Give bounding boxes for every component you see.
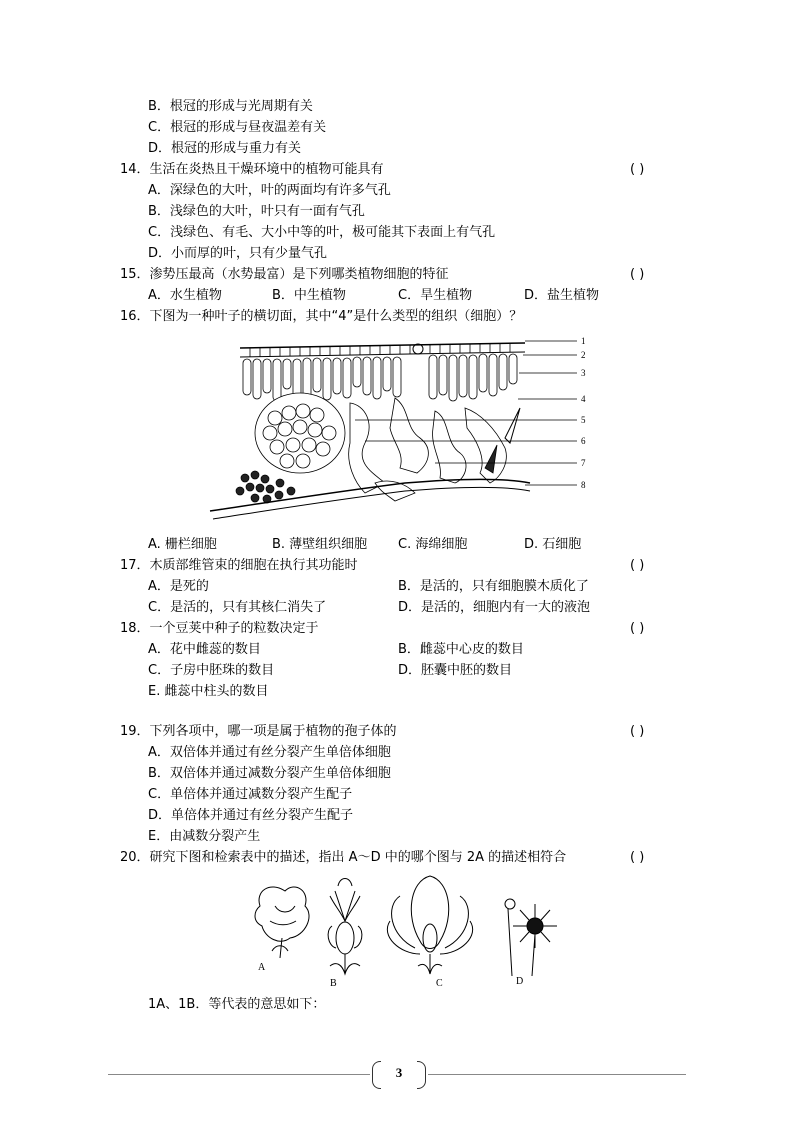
q18-option-c: C．子房中胚珠的数目 <box>148 663 275 678</box>
page-number-box <box>372 1061 426 1087</box>
leaf-label-4: 4 <box>581 394 586 404</box>
q19-option-b: B．双倍体并通过减数分裂产生单倍体细胞 <box>148 766 391 781</box>
q14-option-b: B．浅绿色的大叶，叶只有一面有气孔 <box>148 204 365 219</box>
q18-option-d: D．胚囊中胚的数目 <box>398 663 513 678</box>
flower-label-a: A <box>258 962 266 973</box>
flower-label-c: C <box>436 978 443 989</box>
leaf-label-5: 5 <box>581 415 586 425</box>
q19-option-e: E．由减数分裂产生 <box>148 829 261 844</box>
q18-option-a: A．花中雌蕊的数目 <box>148 642 261 657</box>
q17-answer-blank: ( ) <box>630 558 645 573</box>
q15-stem: 15．渗势压最高（水势最富）是下列哪类植物细胞的特征 <box>120 267 449 282</box>
q19-stem: 19．下列各项中，哪一项是属于植物的孢子体的 <box>120 724 397 739</box>
q20-note: 1A、1B．等代表的意思如下： <box>148 997 326 1012</box>
page-number: 3 <box>395 1065 403 1080</box>
q17-option-c: C．是活的，只有其核仁消失了 <box>148 600 327 615</box>
q15-option-c: C．旱生植物 <box>398 288 473 303</box>
q16-stem: 16．下图为一种叶子的横切面，其中“4”是什么类型的组织（细胞）？ <box>120 309 523 324</box>
q19-option-c: C．单倍体并通过减数分裂产生配子 <box>148 787 353 802</box>
leaf-label-6: 6 <box>581 436 586 446</box>
q19-answer-blank: ( ) <box>630 724 645 739</box>
q16-option-c: C. 海绵细胞 <box>398 537 468 552</box>
q16-option-b: B. 薄壁组织细胞 <box>272 537 368 552</box>
q18-option-b: B．雌蕊中心皮的数目 <box>398 642 524 657</box>
leaf-label-3: 3 <box>581 368 586 378</box>
q15-option-d: D．盐生植物 <box>524 288 600 303</box>
q18-answer-blank: ( ) <box>630 621 645 636</box>
q13-option-d: D．根冠的形成与重力有关 <box>148 141 302 156</box>
leaf-label-1: 1 <box>581 336 586 346</box>
q13-option-b: B．根冠的形成与光周期有关 <box>148 99 313 114</box>
q15-answer-blank: ( ) <box>630 267 645 282</box>
q15-option-a: A．水生植物 <box>148 288 222 303</box>
q19-option-a: A．双倍体并通过有丝分裂产生单倍体细胞 <box>148 745 391 760</box>
q16-option-d: D. 石细胞 <box>524 537 582 552</box>
q17-option-a: A．是死的 <box>148 579 209 594</box>
q14-answer-blank: ( ) <box>630 162 645 177</box>
flower-label-b: B <box>330 978 337 989</box>
q17-stem: 17．木质部维管束的细胞在执行其功能时 <box>120 558 358 573</box>
q17-option-d: D．是活的，细胞内有一大的液泡 <box>398 600 591 615</box>
q17-option-b: B．是活的，只有细胞膜木质化了 <box>398 579 589 594</box>
q20-stem: 20．研究下图和检索表中的描述，指出 A～D 中的哪个图与 2A 的描述相符合 <box>120 850 567 865</box>
q14-stem: 14．生活在炎热且干燥环境中的植物可能具有 <box>120 162 384 177</box>
q19-option-d: D．单倍体并通过有丝分裂产生配子 <box>148 808 354 823</box>
leaf-label-8: 8 <box>581 480 586 490</box>
q14-option-a: A．深绿色的大叶，叶的两面均有许多气孔 <box>148 183 391 198</box>
leaf-label-7: 7 <box>581 458 586 468</box>
flower-figures <box>250 866 560 990</box>
q18-option-e: E. 雌蕊中柱头的数目 <box>148 684 269 699</box>
q16-option-a: A. 栅栏细胞 <box>148 537 217 552</box>
flower-label-d: D <box>516 976 524 987</box>
q14-option-c: C．浅绿色、有毛、大小中等的叶，极可能其下表面上有气孔 <box>148 225 496 240</box>
leaf-cross-section-figure <box>205 333 595 533</box>
q20-answer-blank: ( ) <box>630 850 645 865</box>
footer-rule-right <box>428 1074 686 1075</box>
leaf-label-2: 2 <box>581 350 586 360</box>
q15-option-b: B．中生植物 <box>272 288 346 303</box>
q13-option-c: C．根冠的形成与昼夜温差有关 <box>148 120 327 135</box>
footer-rule-left <box>108 1074 370 1075</box>
q18-stem: 18．一个豆荚中种子的粒数决定于 <box>120 621 319 636</box>
q14-option-d: D．小而厚的叶，只有少量气孔 <box>148 246 328 261</box>
